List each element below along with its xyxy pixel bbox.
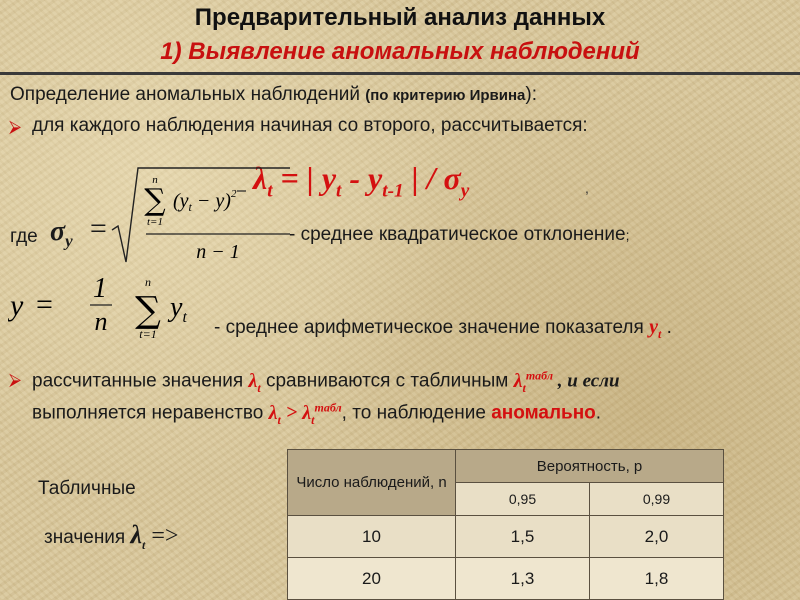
formula-eq-close: | / xyxy=(403,160,444,196)
formula-sigma-sub: y xyxy=(460,180,470,202)
sigma-sub: y xyxy=(65,231,73,251)
bullet-icon: ⮚ xyxy=(9,117,22,137)
table-header-p: Вероятность, p xyxy=(456,450,724,483)
formula-comma: , xyxy=(585,180,589,196)
sigma-sum-bottom: t=1 xyxy=(147,216,163,228)
table-cell-099: 1,8 xyxy=(589,558,723,600)
where-label: где xyxy=(10,226,38,247)
mean-desc-text: - среднее арифметическое значение показателя xyxy=(214,317,650,338)
lambda-sub: t xyxy=(267,180,273,202)
mean-one: 1 xyxy=(93,273,107,304)
page-subtitle: 1) Выявление аномальных наблюдений xyxy=(160,38,640,65)
definition-text: Определение аномальных наблюдений xyxy=(10,84,366,105)
formula-minus: - xyxy=(341,160,369,196)
sigma-desc-end: ; xyxy=(625,227,630,243)
sigma-formula xyxy=(110,160,290,268)
table-cell-095: 1,5 xyxy=(456,516,590,558)
table-cell-n: 20 xyxy=(288,558,456,600)
arrow-sign: => xyxy=(145,523,179,549)
greater-than: > xyxy=(280,401,303,424)
anomaly-word: аномально xyxy=(491,402,596,424)
lambda-table: $\lambda_t^{табл}$ xyxy=(513,368,554,395)
mean-desc-y: y xyxy=(649,316,658,338)
formula-y-sub: t xyxy=(336,180,342,202)
page-title: Предварительный анализ данных xyxy=(194,4,606,31)
sigma-label xyxy=(50,216,73,252)
header-divider xyxy=(0,72,800,75)
lambda-t: $\lambda_t$ xyxy=(248,369,261,395)
table-label-line1: Табличные xyxy=(38,478,136,499)
criterion-end: ): xyxy=(525,84,537,105)
table-p-099: 0,99 xyxy=(589,483,723,516)
mean-desc-end: . xyxy=(661,317,672,338)
sigma-equals: = xyxy=(88,212,109,245)
sigma-description xyxy=(289,224,629,246)
table-row xyxy=(288,516,724,558)
definition-line xyxy=(10,84,537,106)
mean-description xyxy=(214,316,672,342)
criterion-text: (по критерию Ирвина xyxy=(365,87,526,104)
lambda-table: $\lambda_t^{табл}$ xyxy=(302,400,342,427)
formula-y: y xyxy=(321,160,337,196)
sigma-denominator: n − 1 xyxy=(196,241,240,263)
mean-formula xyxy=(8,270,213,350)
mean-sum-bottom: t=1 xyxy=(139,327,157,341)
formula-y2: y xyxy=(368,160,383,196)
table-cell-n: 10 xyxy=(288,516,456,558)
bullet-icon: ⮚ xyxy=(9,370,22,390)
bullet1-text: для каждого наблюдения начиная со второго, рассчитывается: xyxy=(32,115,588,136)
lambda-t: $\lambda_t$ xyxy=(130,520,146,553)
lambda-t: $\lambda_t$ xyxy=(268,401,281,427)
mean-desc-y-sub: t xyxy=(657,327,662,341)
table-p-095: 0,95 xyxy=(456,483,590,516)
mean-sum-top: n xyxy=(145,275,151,289)
table-cell-099: 2,0 xyxy=(589,516,723,558)
mean-sum-sign: ∑ xyxy=(135,290,161,331)
sigma-symbol: σ xyxy=(50,216,66,247)
bullet2-line2: выполняется неравенство $\lambda_t > \lambda_t^{табл}$, то наблюдение аномально. xyxy=(32,400,602,427)
sigma-numerator: $(y_t - y)^2$ xyxy=(173,188,237,214)
mean-yt: $y_t$ xyxy=(170,292,187,326)
formula-sigma: σ xyxy=(443,160,461,196)
bullet2-line1: рассчитанные значения $\lambda_t$ сравниваются с табличным $\lambda_t^{табл}$ , и если xyxy=(32,368,620,395)
table-cell-095: 1,3 xyxy=(456,558,590,600)
formula-y2-sub: t-1 xyxy=(382,180,404,202)
critical-values-table xyxy=(287,449,724,600)
sigma-sum-sign: ∑ xyxy=(144,183,166,218)
sigma-sum-top: n xyxy=(152,174,158,186)
table-label-line2: значения $\lambda_t$ => xyxy=(44,520,179,553)
mean-equals: = xyxy=(36,288,53,321)
table-row xyxy=(288,558,724,600)
sigma-desc-text: - среднее квадратическое отклонение xyxy=(289,224,626,245)
table-header-n: Число наблюдений, n xyxy=(288,450,456,516)
lambda-symbol: λ xyxy=(253,160,268,196)
formula-eq-open: = | xyxy=(272,160,322,196)
mean-y: y xyxy=(10,289,24,322)
mean-n: n xyxy=(94,307,108,336)
